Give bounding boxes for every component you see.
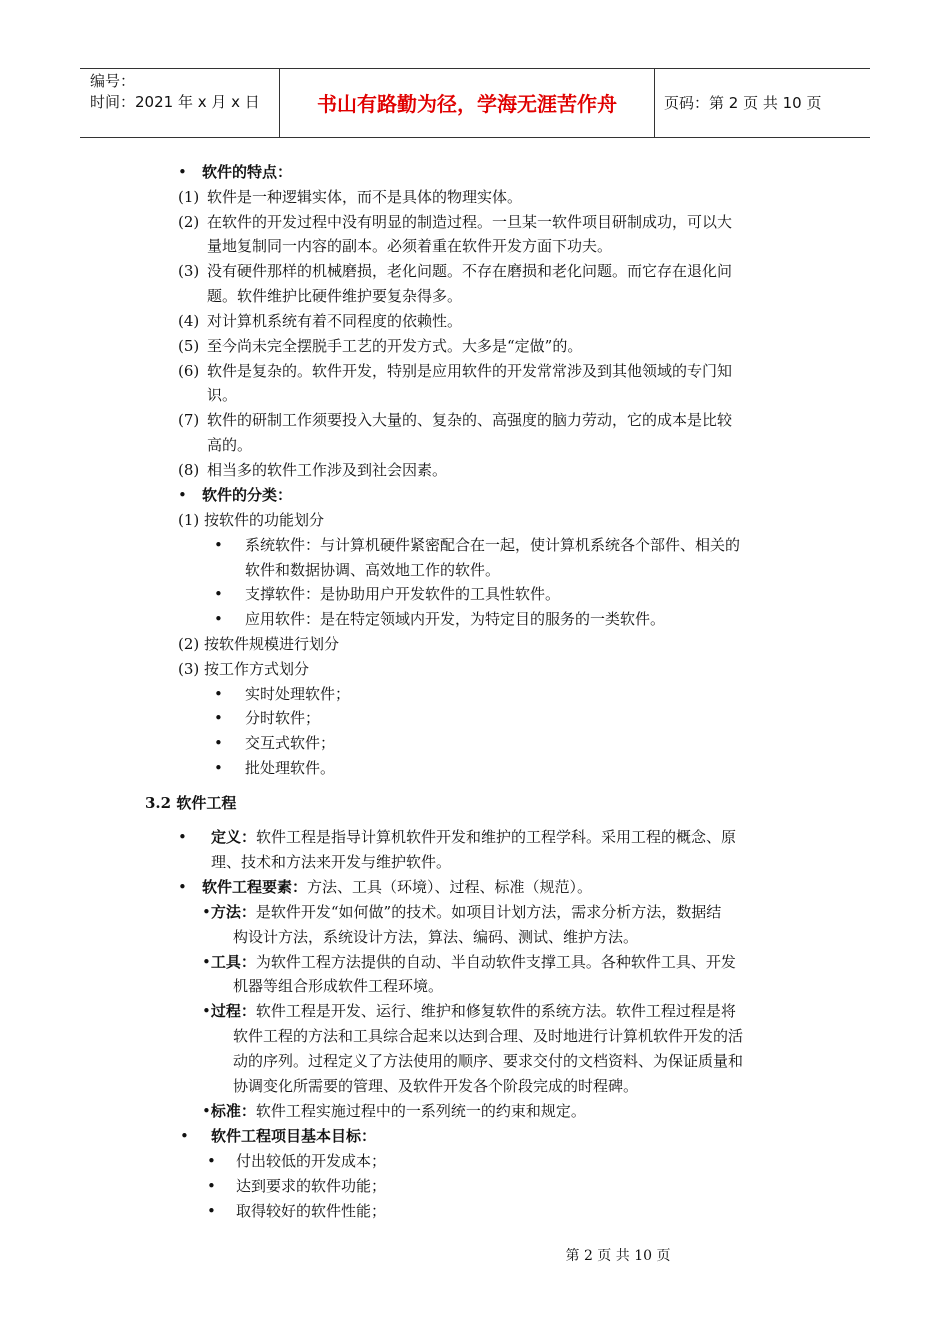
element-line: 构设计方法，系统设计方法，算法、编码、测试、维护方法。 xyxy=(233,928,639,946)
goals-heading: 软件工程项目基本目标： xyxy=(211,1127,377,1145)
feature-num: (1) xyxy=(178,188,200,206)
bullet: • xyxy=(214,610,223,628)
bullet: • xyxy=(214,734,223,752)
feature-line: 至今尚未完全摆脱手工艺的开发方式。大多是“定做”的。 xyxy=(207,337,583,355)
class-by-scale: (2) 按软件规模进行划分 xyxy=(178,635,340,653)
feature-line: 没有硬件那样的机械磨损，老化问题。不存在磨损和老化问题。而它存在退化问 xyxy=(207,262,733,280)
page-header xyxy=(80,68,870,138)
feature-num: (3) xyxy=(178,262,200,280)
bullet: • xyxy=(202,1002,211,1020)
definition-label: 定义： xyxy=(211,828,257,846)
element-line: 软件工程的方法和工具综合起来以达到合理、及时地进行计算机软件开发的活 xyxy=(233,1027,744,1045)
feature-line: 题。软件维护比硬件维护要复杂得多。 xyxy=(207,287,463,305)
feature-num: (4) xyxy=(178,312,200,330)
goal-item: 达到要求的软件功能； xyxy=(236,1177,387,1195)
definition-text: 软件工程是指导计算机软件开发和维护的工程学科。采用工程的概念、原 xyxy=(256,828,737,846)
element-label: 工具： xyxy=(210,953,256,971)
header-motto: 书山有路勤为径，学海无涯苦作舟 xyxy=(280,69,655,137)
feature-num: (6) xyxy=(178,362,200,380)
feature-num: (5) xyxy=(178,337,200,355)
bullet: • xyxy=(214,709,223,727)
element-line xyxy=(202,900,721,924)
element-line xyxy=(202,1099,586,1123)
elements-label: 软件工程要素： xyxy=(202,878,308,896)
bullet: • xyxy=(178,163,187,181)
element-line xyxy=(202,950,736,974)
mode-item: 交互式软件； xyxy=(245,734,336,752)
function-item-line: 支撑软件：是协助用户开发软件的工具性软件。 xyxy=(245,585,561,603)
bullet: • xyxy=(207,1202,216,1220)
bullet: • xyxy=(214,536,223,554)
feature-line: 识。 xyxy=(207,386,238,404)
class-by-function: (1) 按软件的功能划分 xyxy=(178,511,325,529)
feature-line: 高的。 xyxy=(207,436,253,454)
bullet: • xyxy=(178,878,187,896)
element-line xyxy=(202,999,736,1023)
element-text: 软件工程是开发、运行、维护和修复软件的系统方法。软件工程过程是将 xyxy=(255,1002,736,1020)
number-label: 编号： xyxy=(90,72,136,90)
bullet: • xyxy=(207,1152,216,1170)
element-label: 标准： xyxy=(210,1102,256,1120)
bullet: • xyxy=(214,759,223,777)
definition-line: 理、技术和方法来开发与维护软件。 xyxy=(211,853,452,871)
classification-heading: 软件的分类： xyxy=(202,486,293,504)
bullet: • xyxy=(178,486,187,504)
element-line: 动的序列。过程定义了方法使用的顺序、要求交付的文档资料、为保证质量和 xyxy=(233,1052,744,1070)
section-title: 3.2 软件工程 xyxy=(145,794,237,812)
feature-line: 软件是一种逻辑实体，而不是具体的物理实体。 xyxy=(207,188,523,206)
function-item-line: 应用软件：是在特定领域内开发，为特定目的服务的一类软件。 xyxy=(245,610,666,628)
element-line: 机器等组合形成软件工程环境。 xyxy=(233,977,444,995)
element-label: 过程： xyxy=(210,1002,256,1020)
mode-item: 批处理软件。 xyxy=(245,759,336,777)
element-text: 软件工程实施过程中的一系列统一的约束和规定。 xyxy=(255,1102,586,1120)
mode-item: 实时处理软件； xyxy=(245,685,351,703)
bullet: • xyxy=(214,685,223,703)
elements-line xyxy=(202,875,592,899)
feature-line: 量地复制同一内容的副本。必须着重在软件开发方面下功夫。 xyxy=(207,237,613,255)
feature-line: 软件的研制工作须要投入大量的、复杂的、高强度的脑力劳动，它的成本是比较 xyxy=(207,411,733,429)
feature-num: (8) xyxy=(178,461,200,479)
mode-item: 分时软件； xyxy=(245,709,321,727)
feature-num: (2) xyxy=(178,213,200,231)
features-heading: 软件的特点： xyxy=(202,163,293,181)
element-label: 方法： xyxy=(210,903,256,921)
class-by-mode: (3) 按工作方式划分 xyxy=(178,660,310,678)
bullet: • xyxy=(180,1127,189,1145)
header-meta xyxy=(80,69,280,137)
bullet: • xyxy=(202,1102,211,1120)
function-item-line: 软件和数据协调、高效地工作的软件。 xyxy=(245,561,501,579)
bullet: • xyxy=(202,903,211,921)
goal-item: 付出较低的开发成本； xyxy=(236,1152,387,1170)
bullet: • xyxy=(202,953,211,971)
date-line: 时间：2021 年 x 月 x 日 xyxy=(90,93,260,111)
feature-line: 相当多的软件工作涉及到社会因素。 xyxy=(207,461,448,479)
function-item-line: 系统软件：与计算机硬件紧密配合在一起，使计算机系统各个部件、相关的 xyxy=(245,536,741,554)
feature-num: (7) xyxy=(178,411,200,429)
goal-item: 取得较好的软件性能； xyxy=(236,1202,387,1220)
element-text: 是软件开发“如何做”的技术。如项目计划方法，需求分析方法，数据结 xyxy=(255,903,722,921)
bullet: • xyxy=(214,585,223,603)
feature-line: 软件是复杂的。软件开发，特别是应用软件的开发常常涉及到其他领域的专门知 xyxy=(207,362,733,380)
feature-line: 对计算机系统有着不同程度的依赖性。 xyxy=(207,312,463,330)
bullet: • xyxy=(178,828,187,846)
page-footer: 第 2 页 共 10 页 xyxy=(565,1248,671,1264)
definition-line xyxy=(211,825,736,849)
bullet: • xyxy=(207,1177,216,1195)
header-page-info: 页码：第 2 页 共 10 页 xyxy=(664,94,822,112)
element-line: 协调变化所需要的管理、及软件开发各个阶段完成的时程碑。 xyxy=(233,1077,639,1095)
element-text: 为软件工程方法提供的自动、半自动软件支撑工具。各种软件工具、开发 xyxy=(255,953,736,971)
feature-line: 在软件的开发过程中没有明显的制造过程。一旦某一软件项目研制成功，可以大 xyxy=(207,213,733,231)
elements-text: 方法、工具（环境）、过程、标准（规范）。 xyxy=(307,878,593,896)
